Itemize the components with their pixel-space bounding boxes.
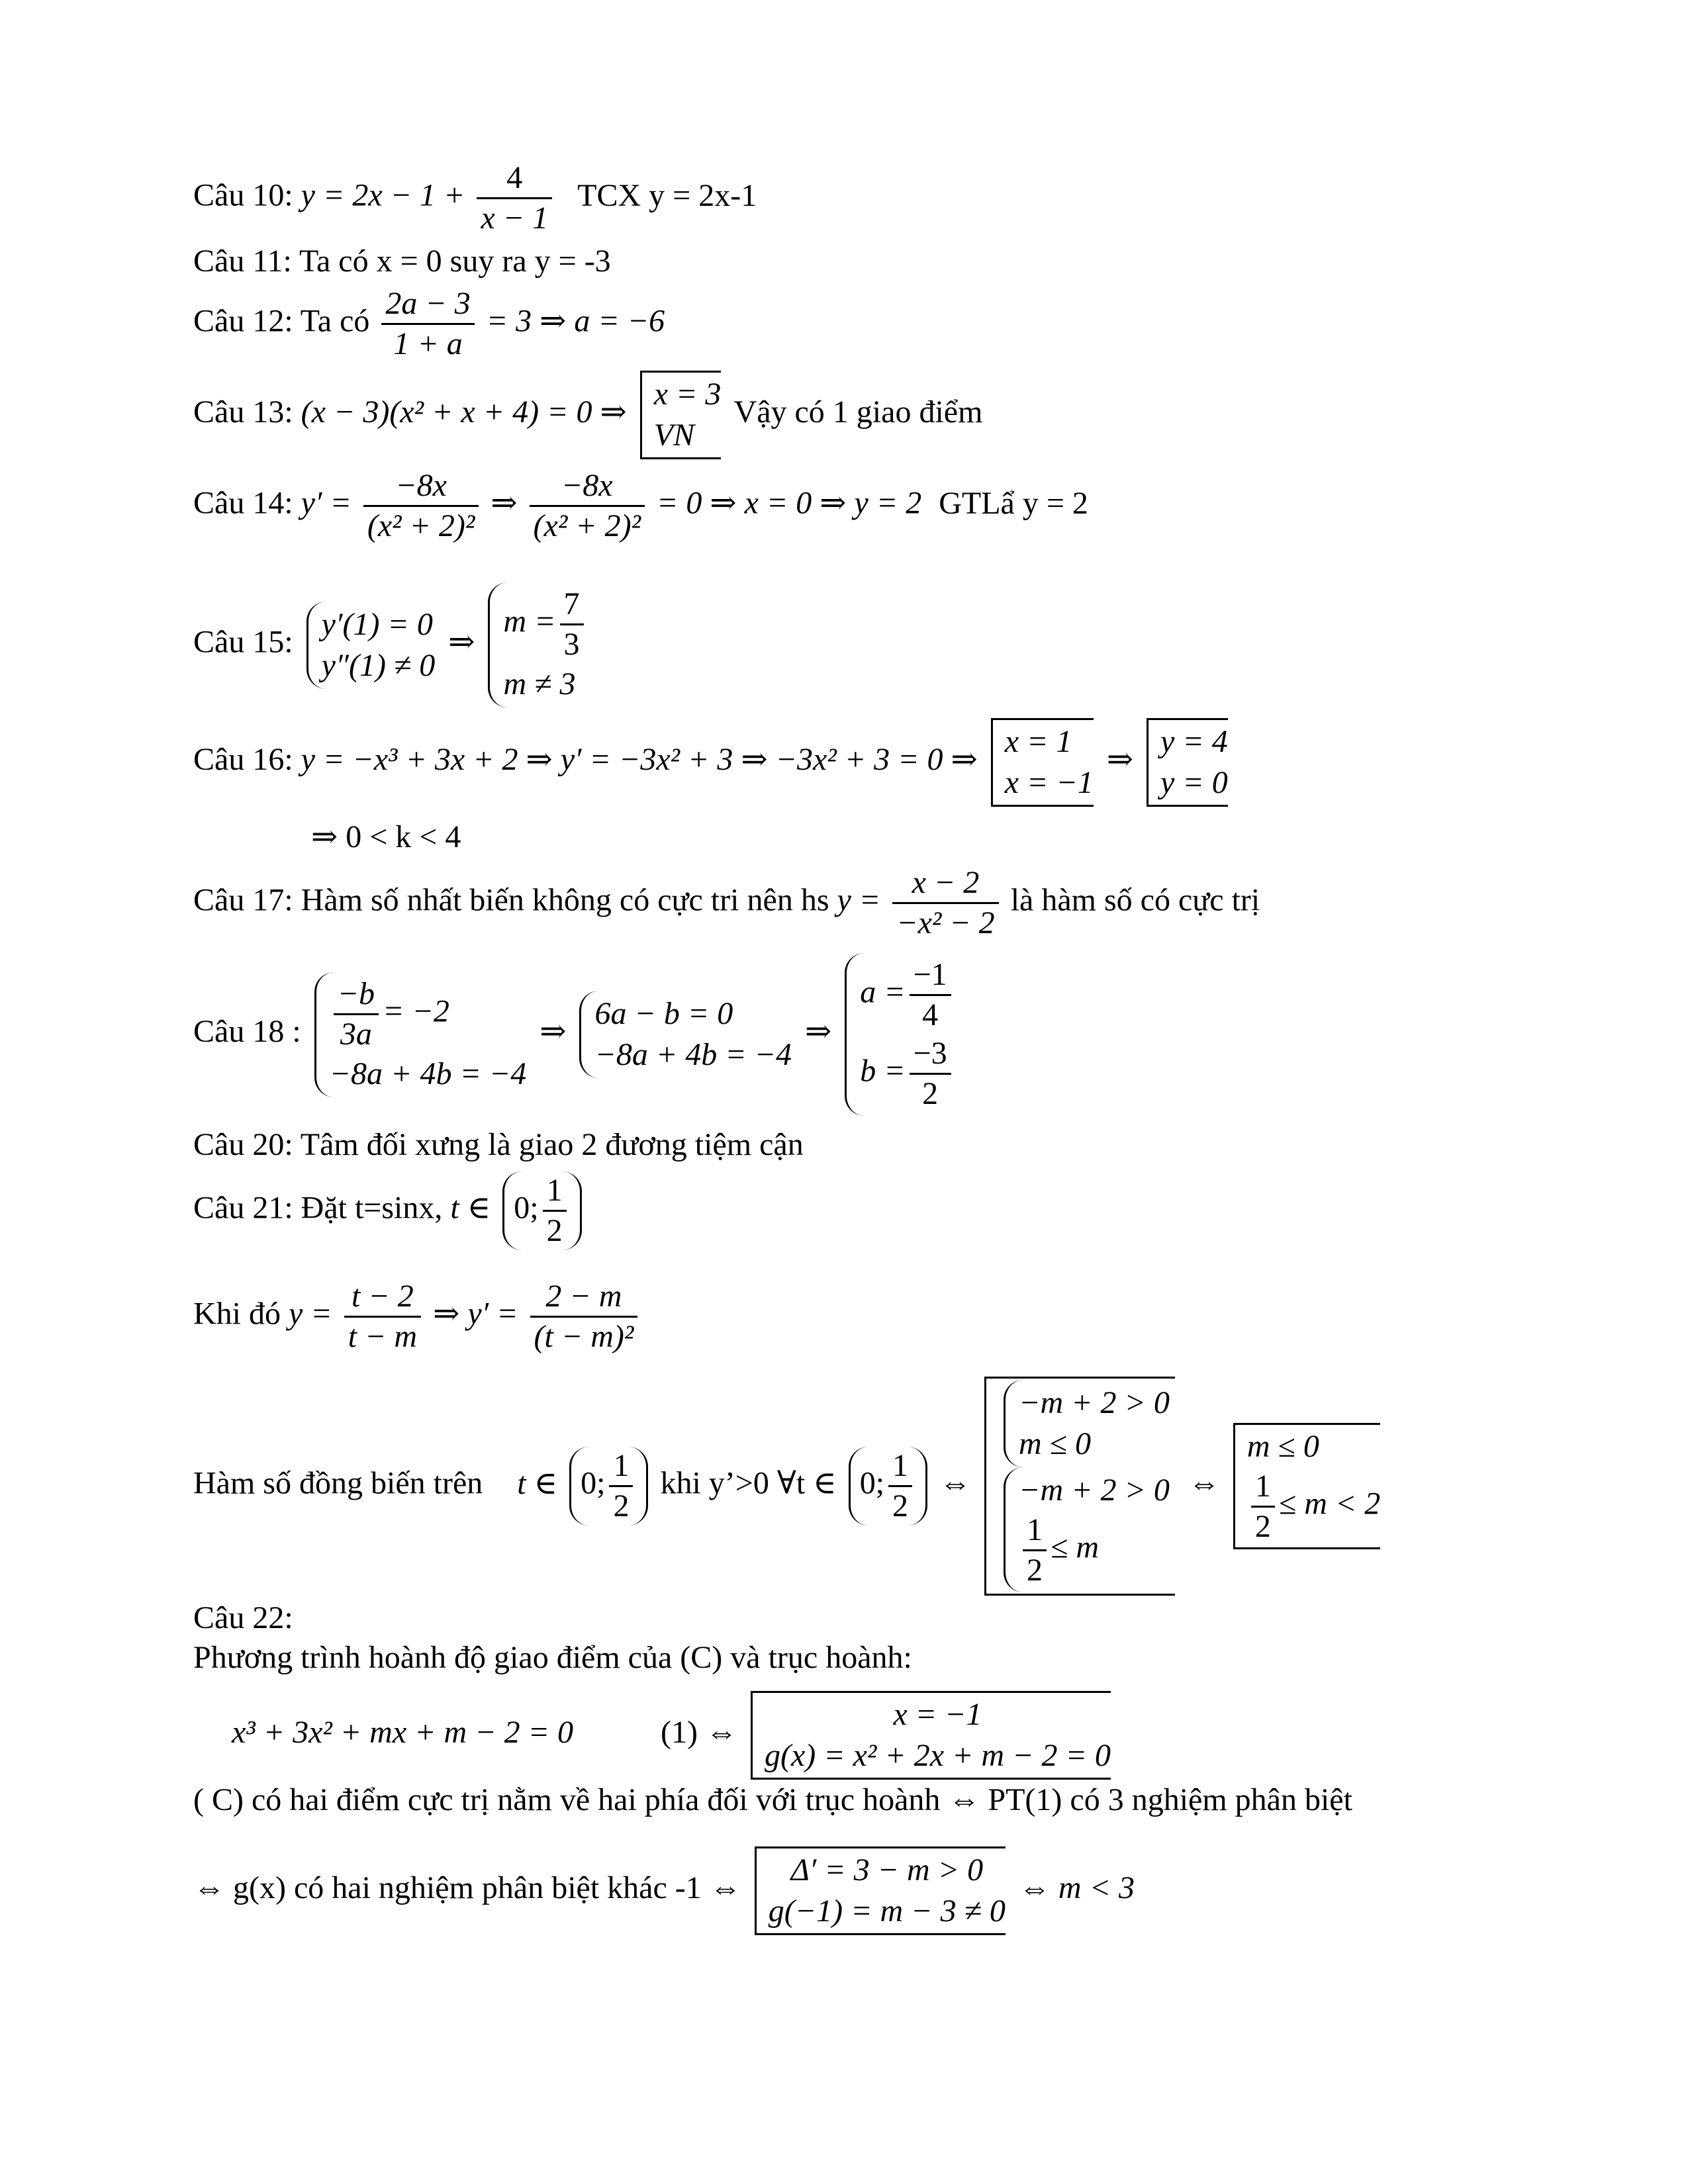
q13-equation: (x − 3)(x² + x + 4) = 0 ⇒ (301, 394, 627, 430)
q12-fraction (381, 285, 474, 363)
q16-y1: y = 4 (1160, 724, 1228, 759)
hs-s2b-tail: ≤ m (1051, 1529, 1100, 1565)
q14-lhs: y′ = (301, 485, 352, 521)
q16-line (193, 718, 1233, 807)
q17-tail: là hàm số có cực trị (1010, 882, 1260, 918)
q16-label: Câu 16: (193, 742, 293, 778)
khido-den-2: (t − m)² (534, 1319, 634, 1354)
q16-arrow: ⇒ (1106, 742, 1134, 778)
hs-s2b-num: 1 (1023, 1511, 1047, 1551)
q15-m1-fraction (560, 585, 584, 664)
q22-label: Câu 22: (193, 1600, 293, 1635)
hs-s2a: −m + 2 > 0 (1019, 1473, 1170, 1508)
hs-line (193, 1377, 1385, 1596)
q16-y2: y = 0 (1160, 765, 1228, 800)
q14-den-1: (x² + 2)² (367, 508, 475, 543)
hs-interval-2 (849, 1447, 927, 1525)
q18-b1: 6a − b = 0 (594, 996, 733, 1031)
q15-m1-den: 3 (563, 627, 580, 662)
hs-condition: khi y’>0 ∀t ∈ (660, 1465, 837, 1501)
hs-r2-tail: ≤ m < 2 (1278, 1486, 1381, 1522)
q15-line (193, 582, 593, 707)
hs-r2-den: 2 (1254, 1509, 1271, 1544)
q18-system-2 (579, 991, 792, 1078)
q18-c1-fraction (910, 956, 951, 1034)
q10-den: x − 1 (481, 201, 549, 236)
q18-c1-den: 4 (922, 997, 939, 1032)
q18-c2-num: −3 (910, 1034, 951, 1075)
q21-line (193, 1171, 586, 1250)
khido-num-1: t − 2 (344, 1277, 421, 1318)
q15-system-1 (306, 602, 436, 689)
hs-interval-1-num: 1 (609, 1447, 633, 1487)
q16-x1: x = 1 (1004, 724, 1072, 759)
q22-eq-number: (1) ⇔ (660, 1715, 737, 1751)
hs-interval-1-den: 2 (613, 1488, 630, 1524)
q15-arrow: ⇒ (448, 624, 475, 660)
q18-c2: b = (860, 1053, 906, 1089)
q22-condition: ( C) có hai điểm cực trị nằm về hai phía đối với trục hoành ⇔ PT(1) có 3 nghiệm phân biệt (193, 1782, 1352, 1817)
q18-a1-num: −b (334, 975, 379, 1015)
hs-s1a: −m + 2 > 0 (1019, 1385, 1170, 1420)
hs-r2-fraction (1251, 1467, 1275, 1546)
q10-num: 4 (477, 159, 552, 199)
q21-interval-fraction (543, 1171, 567, 1250)
q18-label: Câu 18 : (193, 1014, 301, 1050)
q18-a1-den: 3a (340, 1016, 372, 1052)
q21-t-in: t ∈ (450, 1190, 491, 1226)
q11-line: Câu 11: Ta có x = 0 suy ra y = -3 (193, 244, 611, 279)
q22-intro: Phương trình hoành độ giao điểm của (C) và trục hoành: (193, 1640, 912, 1675)
q14-den-2: (x² + 2)² (533, 508, 641, 543)
q16-x-roots (991, 718, 1094, 807)
q14-tail: = 0 ⇒ x = 0 ⇒ y = 2 (656, 485, 922, 521)
q14-line (193, 467, 1088, 545)
khido-den-1: t − m (348, 1319, 418, 1354)
q13-root-2: VN (653, 418, 695, 453)
q10-tail: TCX y = 2x-1 (577, 177, 757, 213)
khido-num-2: 2 − m (530, 1277, 638, 1318)
q14-label: Câu 14: (193, 485, 293, 521)
q22-equation-line (232, 1691, 1116, 1780)
hs-interval-2-start: 0; (859, 1465, 885, 1501)
q17-fraction (892, 864, 998, 942)
q18-arrow: ⇒ (539, 1014, 567, 1050)
q22-cases (751, 1691, 1111, 1780)
q22-e1: x = −1 (893, 1697, 982, 1732)
q22-g2: g(−1) = m − 3 ≠ 0 (768, 1893, 1006, 1929)
khido-label: Khi đó (193, 1296, 281, 1332)
q18-c1: a = (860, 974, 906, 1010)
q22-result: ⇔ m < 3 (1018, 1870, 1135, 1906)
q12-den: 1 + a (393, 326, 463, 361)
q21-interval (502, 1171, 581, 1250)
q12-label: Câu 12: Ta có (193, 303, 370, 339)
q17-num: x − 2 (892, 864, 998, 904)
q21-interval-start: 0; (514, 1190, 539, 1226)
q14-num-2: −8x (530, 467, 645, 507)
q13-root-1: x = 3 (653, 377, 722, 412)
q18-c1-num: −1 (910, 956, 951, 996)
hs-interval-1-start: 0; (581, 1465, 606, 1501)
hs-arrow-2: ⇔ (1188, 1465, 1220, 1501)
q15-m1: m = (503, 604, 556, 639)
hs-interval-2-den: 2 (892, 1488, 909, 1524)
khido-fraction-2 (530, 1277, 638, 1356)
q22-g1: Δ′ = 3 − m > 0 (790, 1852, 984, 1888)
q20-line: Câu 20: Tâm đối xưng là giao 2 đương tiệm cận (193, 1127, 804, 1162)
q15-m2: m ≠ 3 (503, 666, 576, 702)
hs-interval-1-fraction (609, 1447, 633, 1525)
khido-mid: ⇒ y′ = (433, 1296, 518, 1332)
q22-e2: g(x) = x² + 2x + m − 2 = 0 (764, 1738, 1111, 1773)
q18-arrow-2: ⇒ (805, 1014, 832, 1050)
q17-den: −x² − 2 (896, 905, 995, 940)
hs-t-in: t ∈ (517, 1465, 558, 1501)
q21-label: Câu 21: Đặt t=sinx, (193, 1190, 443, 1226)
q12-tail: = 3 ⇒ a = −6 (486, 303, 665, 339)
q22-g-label: ⇔ g(x) có hai nghiệm phân biệt khác -1 ⇔ (193, 1870, 741, 1906)
q16-y-values (1147, 718, 1228, 807)
khido-line (193, 1277, 641, 1356)
hs-s2b-den: 2 (1027, 1553, 1043, 1588)
q16-conclusion: ⇒ 0 < k < 4 (311, 819, 461, 854)
q15-s2: y″(1) ≠ 0 (321, 647, 436, 683)
q13-tail: Vậy có 1 giao điểm (733, 394, 983, 430)
hs-arrow: ⇔ (939, 1465, 972, 1501)
q13-label: Câu 13: (193, 394, 293, 430)
q18-system-3 (845, 953, 955, 1116)
q16-x2: x = −1 (1004, 765, 1094, 800)
q21-interval-num: 1 (543, 1171, 567, 1212)
hs-case-1 (1004, 1380, 1170, 1467)
q17-lhs: y = (837, 882, 881, 918)
q15-system-2 (488, 582, 587, 707)
q17-line (193, 864, 1260, 942)
q10-fraction (477, 159, 552, 238)
hs-result (1233, 1423, 1380, 1549)
q14-tail-2: GTLẩ y = 2 (939, 485, 1088, 521)
hs-case-2 (1004, 1467, 1170, 1592)
q22-g-cases (755, 1846, 1006, 1935)
hs-case-bracket (984, 1377, 1175, 1596)
hs-interval-1 (569, 1447, 648, 1525)
q15-label: Câu 15: (193, 624, 293, 660)
q18-b2: −8a + 4b = −4 (594, 1037, 792, 1072)
hs-label: Hàm số đồng biến trên (193, 1465, 483, 1501)
khido-lhs: y = (289, 1296, 332, 1332)
q18-a1-tail: = −2 (383, 993, 449, 1029)
q18-line (193, 953, 961, 1116)
q14-num-1: −8x (363, 467, 479, 507)
q15-m1-num: 7 (560, 585, 584, 625)
q14-arrow: ⇒ (491, 485, 518, 521)
hs-s1b: m ≤ 0 (1019, 1426, 1092, 1461)
q12-num: 2a − 3 (381, 285, 474, 325)
hs-r1: m ≤ 0 (1246, 1429, 1319, 1464)
hs-r2-num: 1 (1251, 1467, 1275, 1508)
q10-label: Câu 10: (193, 177, 293, 213)
q22-g-line (193, 1846, 1135, 1935)
q17-text: Câu 17: Hàm số nhất biến không có cực tri nên hs (193, 882, 829, 918)
q12-line (193, 285, 665, 363)
hs-s2b-fraction (1023, 1511, 1047, 1590)
q18-system-1 (314, 972, 527, 1097)
q14-fraction-2 (530, 467, 645, 545)
q16-equation: y = −x³ + 3x + 2 ⇒ y′ = −3x² + 3 ⇒ −3x² + 3 = 0 ⇒ (301, 742, 978, 778)
q15-s1: y′(1) = 0 (321, 606, 433, 642)
khido-fraction-1 (344, 1277, 421, 1356)
q22-equation: x³ + 3x² + mx + m − 2 = 0 (232, 1715, 573, 1751)
q18-a1-fraction (334, 975, 379, 1054)
q21-interval-den: 2 (546, 1213, 563, 1248)
q13-roots (640, 371, 722, 459)
q18-c2-fraction (910, 1034, 951, 1113)
q14-fraction-1 (363, 467, 479, 545)
hs-interval-2-fraction (888, 1447, 912, 1525)
hs-interval-2-num: 1 (888, 1447, 912, 1487)
q10-line (193, 159, 757, 238)
q13-line (193, 371, 982, 459)
q18-a2: −8a + 4b = −4 (329, 1056, 527, 1091)
q10-lhs: y = 2x − 1 + (301, 177, 465, 213)
q18-c2-den: 2 (922, 1076, 939, 1111)
